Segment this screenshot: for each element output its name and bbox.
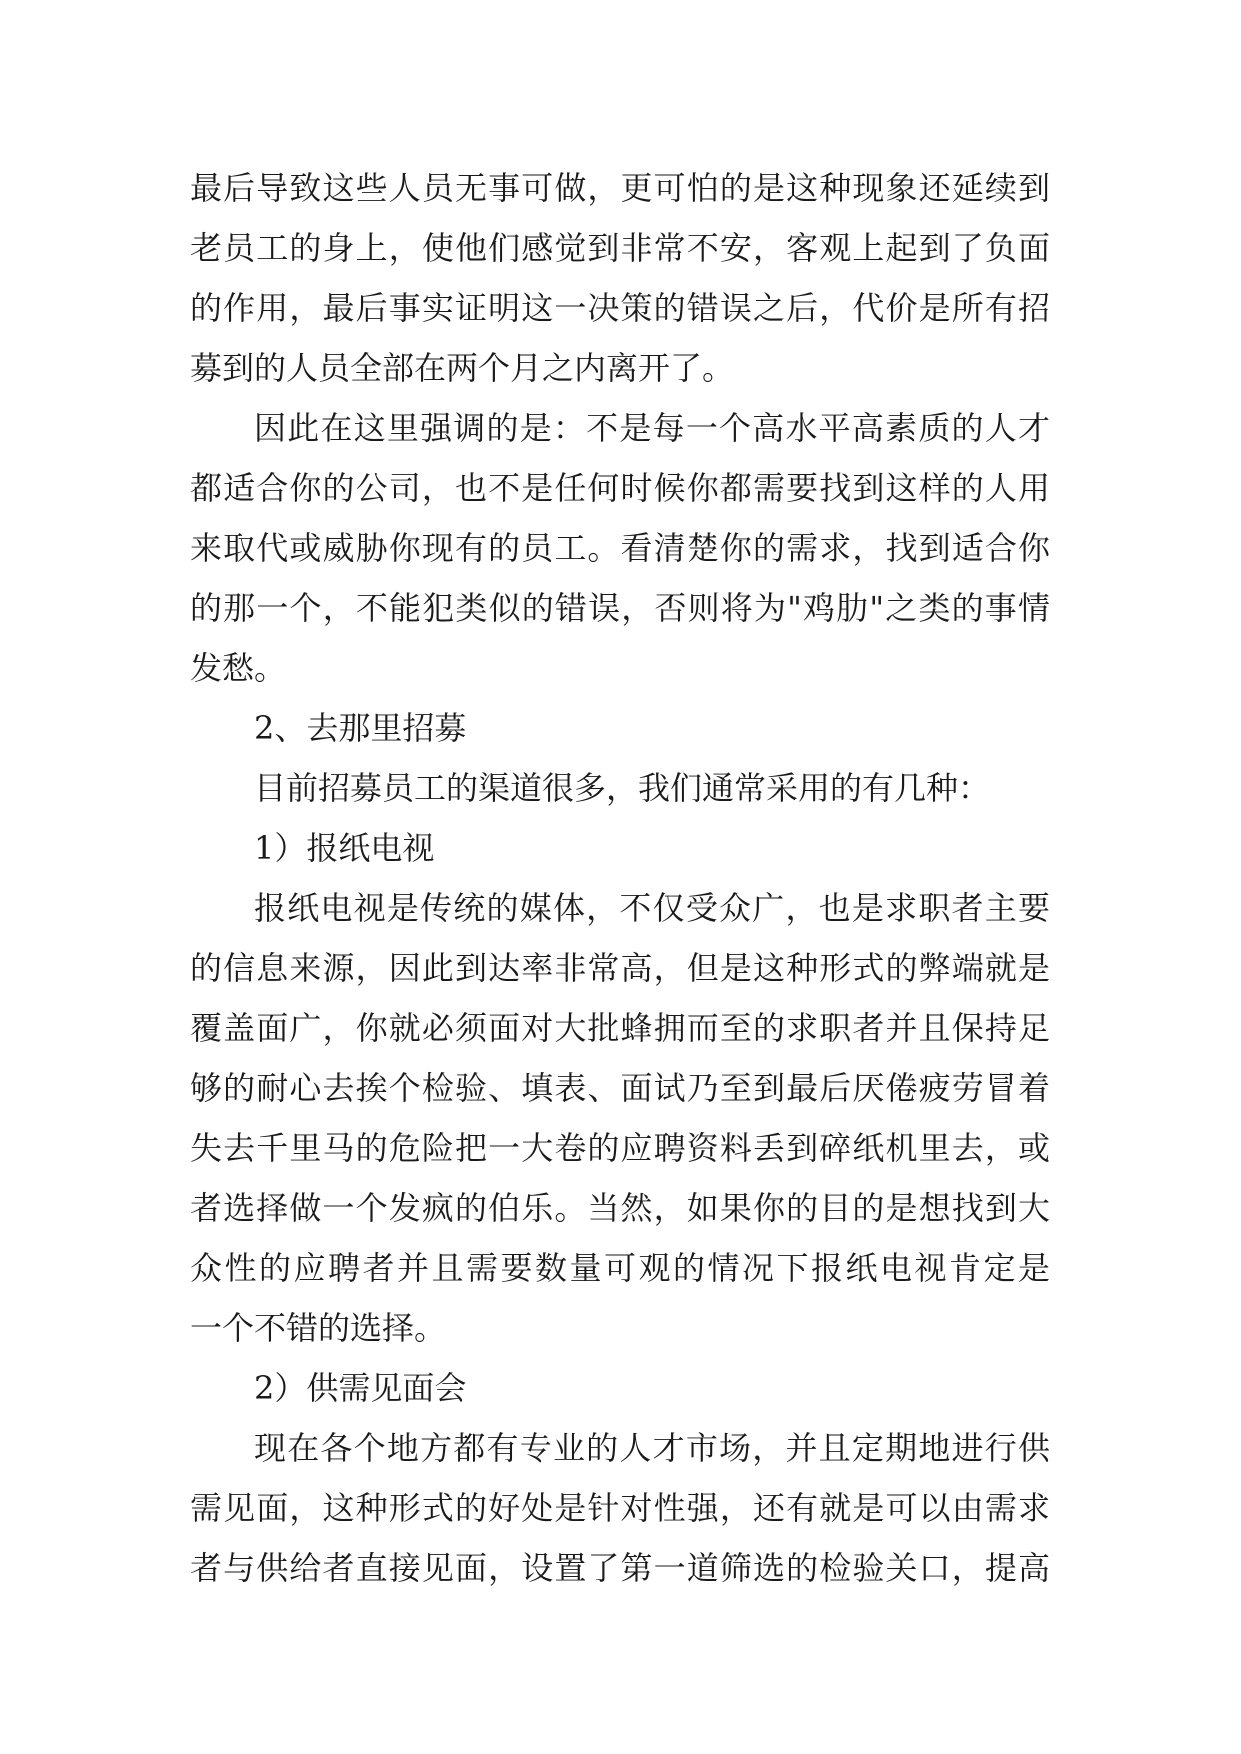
text-line-14: 的信息来源，因此到达率非常高，但是这种形式的弊端就是	[190, 949, 1050, 987]
text-line-24: 者与供给者直接见面，设置了第一道筛选的检验关口，提高	[190, 1549, 1050, 1587]
text-line-3: 的作用，最后事实证明这一决策的错误之后，代价是所有招	[190, 289, 1050, 327]
text-line-20: 一个不错的选择。	[190, 1309, 447, 1347]
text-line-16: 够的耐心去挨个检验、填表、面试乃至到最后厌倦疲劳冒着	[190, 1069, 1050, 1107]
text-line-13: 报纸电视是传统的媒体，不仅受众广，也是求职者主要	[254, 889, 1050, 927]
text-line-6: 都适合你的公司，也不是任何时候你都需要找到这样的人用	[190, 469, 1050, 507]
text-line-15: 覆盖面广，你就必须面对大批蜂拥而至的求职者并且保持足	[190, 1009, 1050, 1047]
document-body	[190, 158, 1050, 1598]
text-line-7: 来取代或威胁你现有的员工。看清楚你的需求，找到适合你	[190, 529, 1050, 567]
section-heading-where-to-recruit: 2、去那里招募	[254, 709, 467, 747]
text-line-19: 众性的应聘者并且需要数量可观的情况下报纸电视肯定是	[190, 1249, 1050, 1287]
subheading-job-fair: 2）供需见面会	[254, 1369, 467, 1407]
text-line-5: 因此在这里强调的是：不是每一个高水平高素质的人才	[254, 409, 1050, 447]
text-line-23: 需见面，这种形式的好处是针对性强，还有就是可以由需求	[190, 1489, 1050, 1527]
text-line-18: 者选择做一个发疯的伯乐。当然，如果你的目的是想找到大	[190, 1189, 1050, 1227]
text-line-17: 失去千里马的危险把一大卷的应聘资料丢到碎纸机里去，或	[190, 1129, 1050, 1167]
text-line-8: 的那一个，不能犯类似的错误，否则将为"鸡肋"之类的事情	[190, 589, 1050, 627]
subheading-newspaper-tv: 1）报纸电视	[254, 829, 435, 867]
text-line-1: 最后导致这些人员无事可做，更可怕的是这种现象还延续到	[190, 169, 1050, 207]
text-line-22: 现在各个地方都有专业的人才市场，并且定期地进行供	[254, 1429, 1050, 1467]
text-line-4: 募到的人员全部在两个月之内离开了。	[190, 349, 735, 387]
text-line-2: 老员工的身上，使他们感觉到非常不安，客观上起到了负面	[190, 229, 1050, 267]
text-line-11: 目前招募员工的渠道很多，我们通常采用的有几种：	[254, 769, 991, 807]
text-line-9: 发愁。	[190, 649, 287, 687]
